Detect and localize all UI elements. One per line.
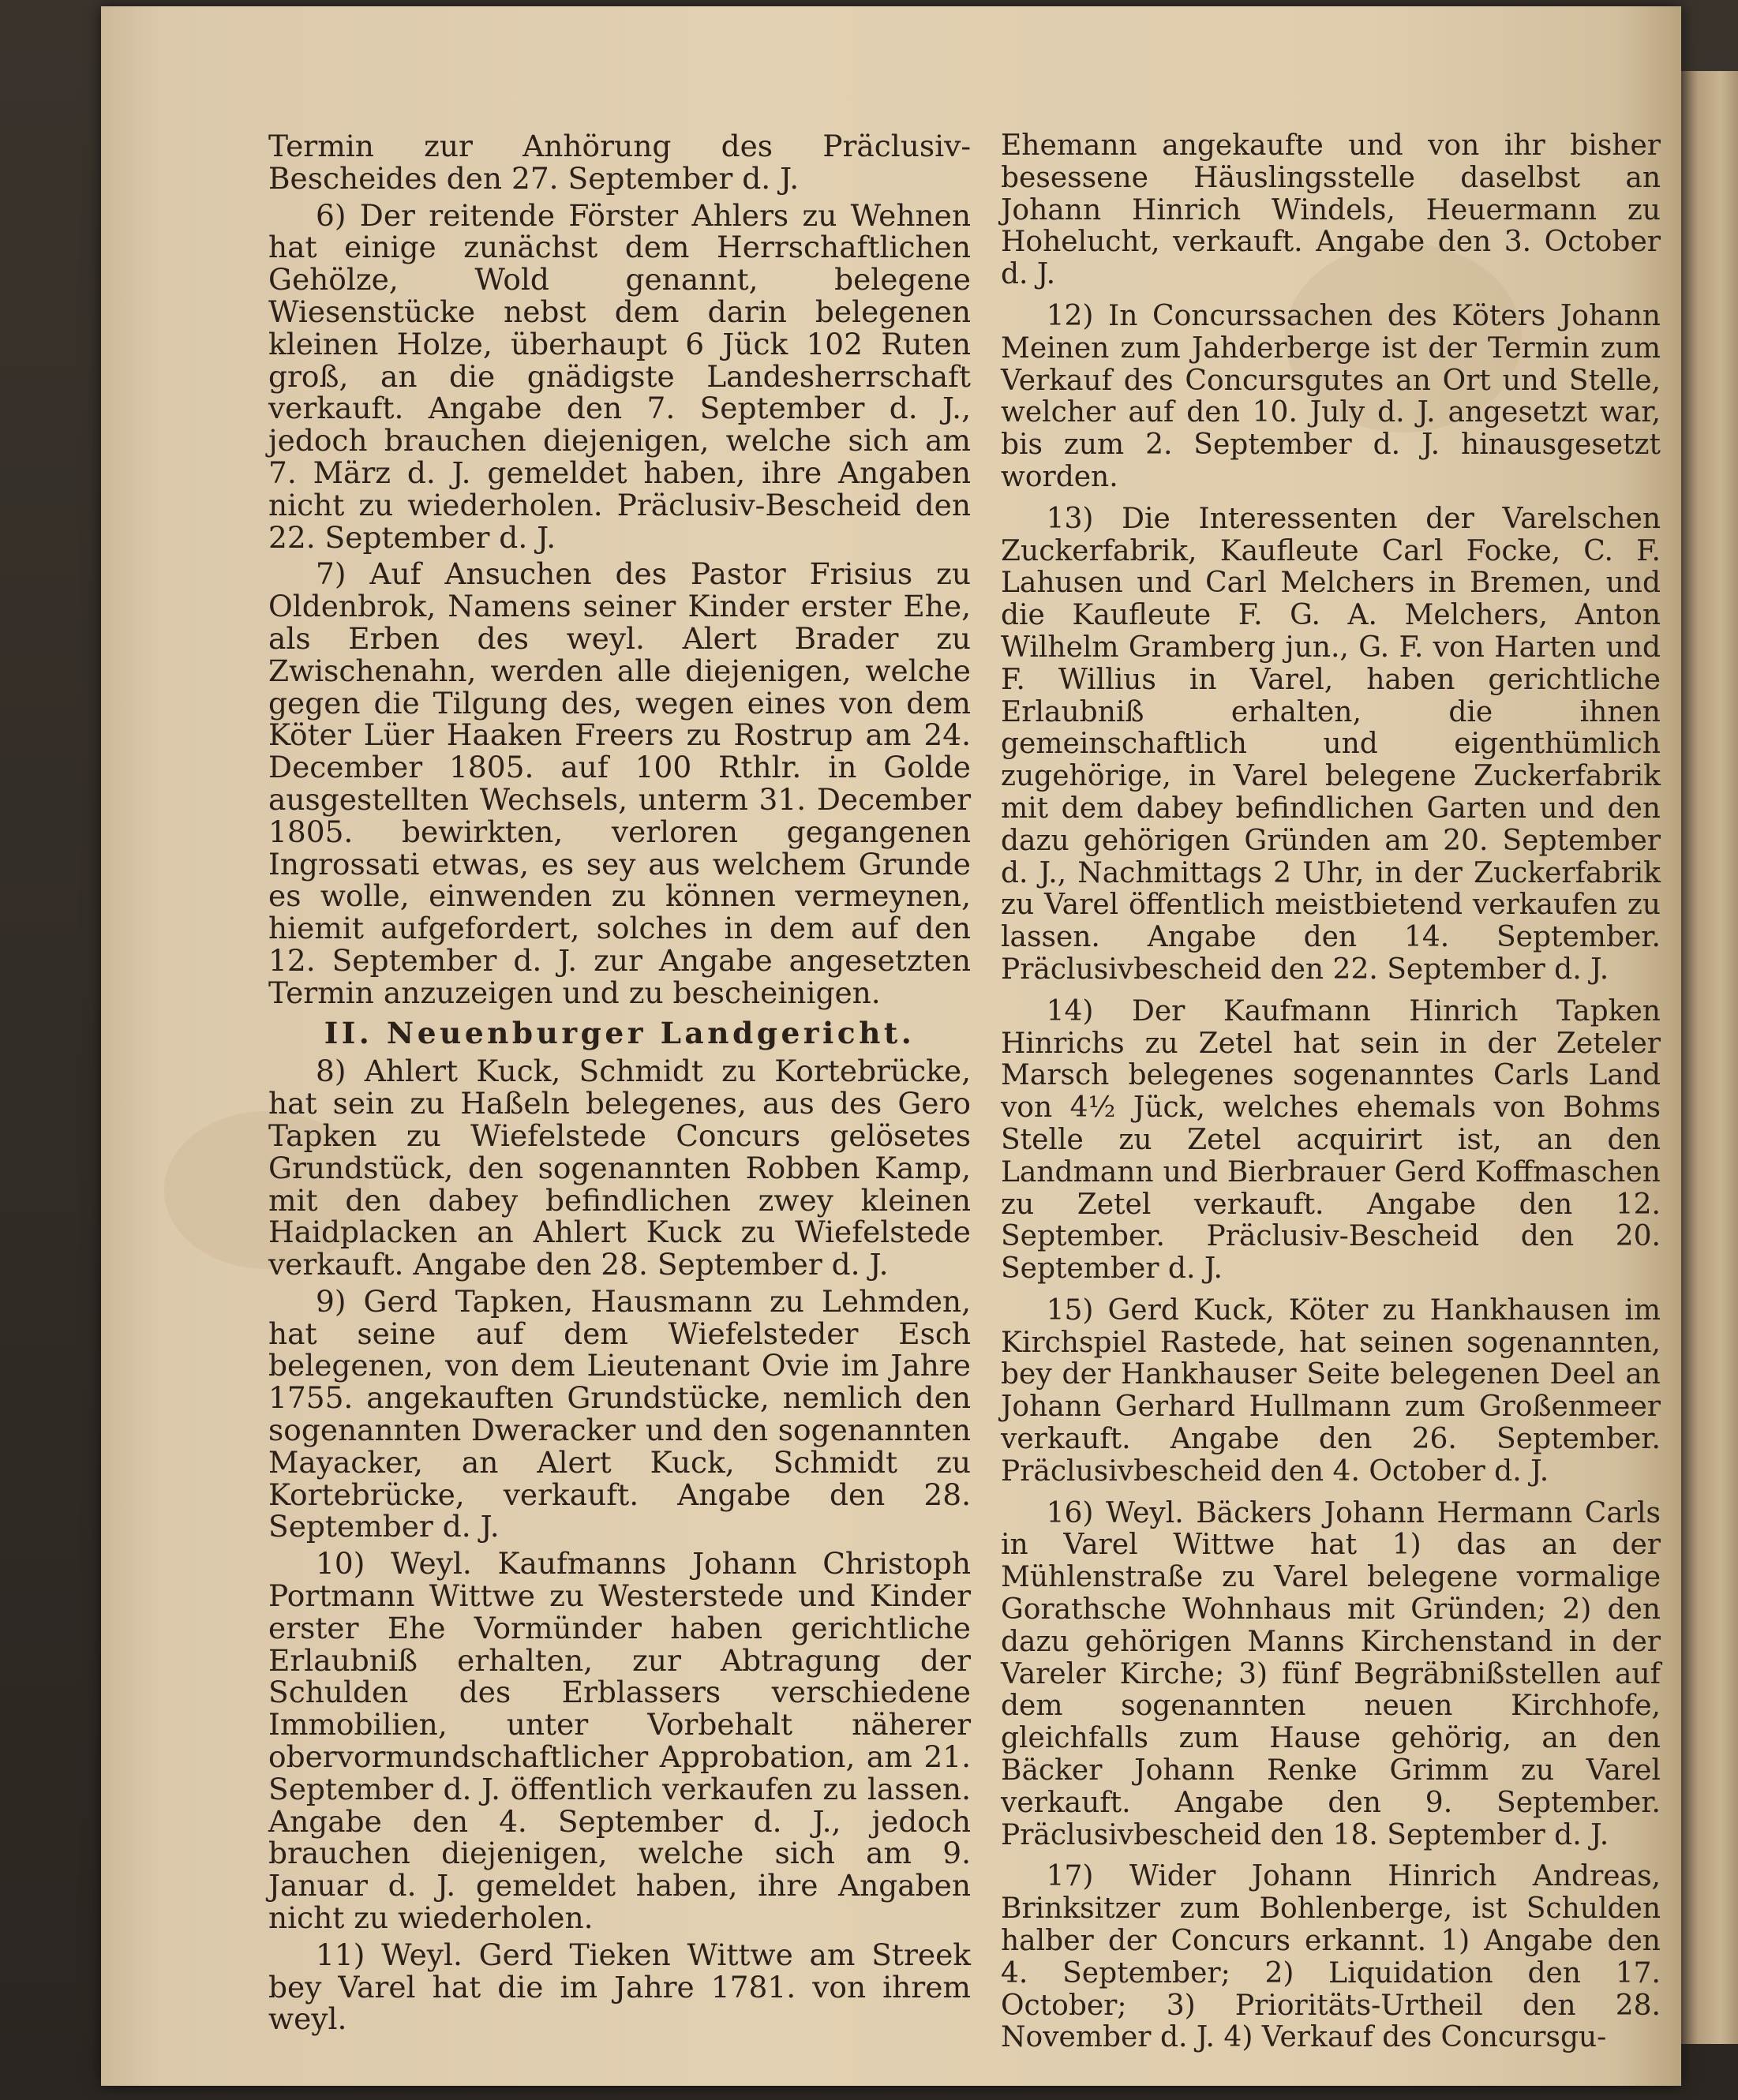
paragraph-6: 6) Der reitende Förster Ahlers zu Wehnen hat einige zunächst dem Herrschaftlichen Gehölze, Wold genannt, belegene Wiesenstücke nebst dem darin belegenen kleinen Holze, überhaupt 6 Jück 102 Ruten groß, an die gnädigste Landesherrschaft verkauft. Angabe den 7. September d. J., jedoch brauchen diejenigen, welche sich am 7. März d. J. gemeldet haben, ihre Angaben nicht zu wiederholen. Präclusiv-Bescheid den 22. September d. J. [268, 197, 971, 555]
paragraph-11: 11) Weyl. Gerd Tieken Wittwe am Streek bey Varel hat die im Jahre 1781. von ihrem weyl. [268, 1937, 971, 2037]
paragraph-9: 9) Gerd Tapken, Hausmann zu Lehmden, hat seine auf dem Wiefelsteder Esch belegenen, von dem Lieutenant Ovie im Jahre 1755. angekauften Grundstücke, nemlich den sogenannten Dweracker und den sogenannten Mayacker, an Alert Kuck, Schmidt zu Kortebrücke, verkauft. Angabe den 28. September d. J. [268, 1283, 971, 1544]
paragraph-12: 12) In Concurssachen des Köters Johann Meinen zum Jahderberge ist der Termin zum Verkauf des Concursgutes an Ort und Stelle, welcher auf den 10. July d. J. angesetzt war, bis zum 2. September d. J. hinausgesetzt worden. [1001, 299, 1661, 493]
paragraph-17: 17) Wider Johann Hinrich Andreas, Brinksitzer zum Bohlenberge, ist Schulden halber der Concurs erkannt. 1) Angabe den 4. September; 2) Liquidation den 17. October; 3) Prioritäts-Urtheil den 28. November d. J. 4) Verkauf des Concursgu- [1001, 1860, 1661, 2054]
paragraph-13: 13) Die Interessenten der Varelschen Zuckerfabrik, Kaufleute Carl Focke, C. F. Lahusen und Carl Melchers in Bremen, und die Kaufleute F. G. A. Melchers, Anton Wilhelm Gramberg jun., G. F. von Harten und F. Willius in Varel, haben gerichtliche Erlaubniß erhalten, die ihnen gemeinschaftlich und eigenthümlich zugehörige, in Varel belegene Zuckerfabrik mit dem dabey befindlichen Garten und den dazu gehörigen Gründen am 20. September d. J., Nachmittags 2 Uhr, in der Zuckerfabrik zu Varel öffentlich meistbietend verkaufen zu lassen. Angabe den 14. September. Präclusivbescheid den 22. September d. J. [1001, 502, 1661, 986]
paragraph-14: 14) Der Kaufmann Hinrich Tapken Hinrichs zu Zetel hat sein in der Zeteler Marsch belegenes sogenanntes Carls Land von 4½ Jück, welches ehemals von Bohms Stelle zu Zetel acquirirt ist, an den Landmann und Bierbrauer Gerd Koffmaschen zu Zetel verkauft. Angabe den 12. September. Präclusiv-Bescheid den 20. September d. J. [1001, 994, 1661, 1286]
section-heading: II. Neuenburger Landgericht. [324, 1015, 916, 1050]
paragraph-continuation: Termin zur Anhörung des Präclusiv-Bescheides den 27. September d. J. [268, 129, 971, 196]
right-column [1001, 130, 1661, 2054]
paragraph-10: 10) Weyl. Kaufmanns Johann Christoph Portmann Wittwe zu Westerstede und Kinder erster Ehe Vormünder haben gerichtliche Erlaubniß erhalten, zur Abtragung der Schulden des Erblassers verschiedene Immobilien, unter Vorbehalt näherer obervormundschaftlicher Approbation, am 21. September d. J. öffentlich verkaufen zu lassen. Angabe den 4. September d. J., jedoch brauchen diejenigen, welche sich am 9. Januar d. J. gemeldet haben, ihre Angaben nicht zu wiederholen. [268, 1546, 971, 1936]
paragraph-7: 7) Auf Ansuchen des Pastor Frisius zu Oldenbrok, Namens seiner Kinder erster Ehe, als Erben des weyl. Alert Brader zu Zwischenahn, werden alle diejenigen, welche gegen die Tilgung des, wegen eines von dem Köter Lüer Haaken Freers zu Rostrup am 24. December 1805. auf 100 Rthlr. in Golde ausgestellten Wechsels, unterm 31. December 1805. bewirkten, verloren gegangenen Ingrossati etwas, es sey aus welchem Grunde es wolle, einwenden zu können vermeynen, hiemit aufgefordert, solches in dem auf den 12. September d. J. zur Angabe angesetzten Termin anzuzeigen und zu bescheinigen. [268, 556, 971, 1010]
paragraph-16: 16) Weyl. Bäckers Johann Hermann Carls in Varel Wittwe hat 1) das an der Mühlenstraße zu Varel belegene vormalige Gorathsche Wohnhaus mit Gründen; 2) den dazu gehörigen Manns Kirchenstand in der Vareler Kirche; 3) fünf Begräbnißstellen auf dem sogenannten neuen Kirchhofe, gleichfalls zum Hause gehörig, an den Bäcker Johann Renke Grimm zu Varel verkauft. Angabe den 9. September. Präclusivbescheid den 18. September d. J. [1001, 1496, 1661, 1851]
next-page-edge [1681, 71, 1738, 2044]
paragraph-11-continued: Ehemann angekaufte und von ihr bisher besessene Häuslingsstelle daselbst an Johann Hinrich Windels, Heuermann zu Hohelucht, verkauft. Angabe den 3. October d. J. [1001, 129, 1661, 291]
paragraph-8: 8) Ahlert Kuck, Schmidt zu Kortebrücke, hat sein zu Haßeln belegenes, aus des Gero Tapken zu Wiefelstede Concurs gelösetes Grundstück, den sogenannten Robben Kamp, mit den dabey befindlichen zwey kleinen Haidplacken an Ahlert Kuck zu Wiefelstede verkauft. Angabe den 28. September d. J. [268, 1054, 971, 1282]
paragraph-15: 15) Gerd Kuck, Köter zu Hankhausen im Kirchspiel Rastede, hat seinen sogenannten, bey der Hankhauser Seite belegenen Deel an Johann Gerhard Hullmann zum Großenmeer verkauft. Angabe den 26. September. Präclusivbescheid den 4. October d. J. [1001, 1293, 1661, 1488]
left-column [268, 130, 971, 2035]
